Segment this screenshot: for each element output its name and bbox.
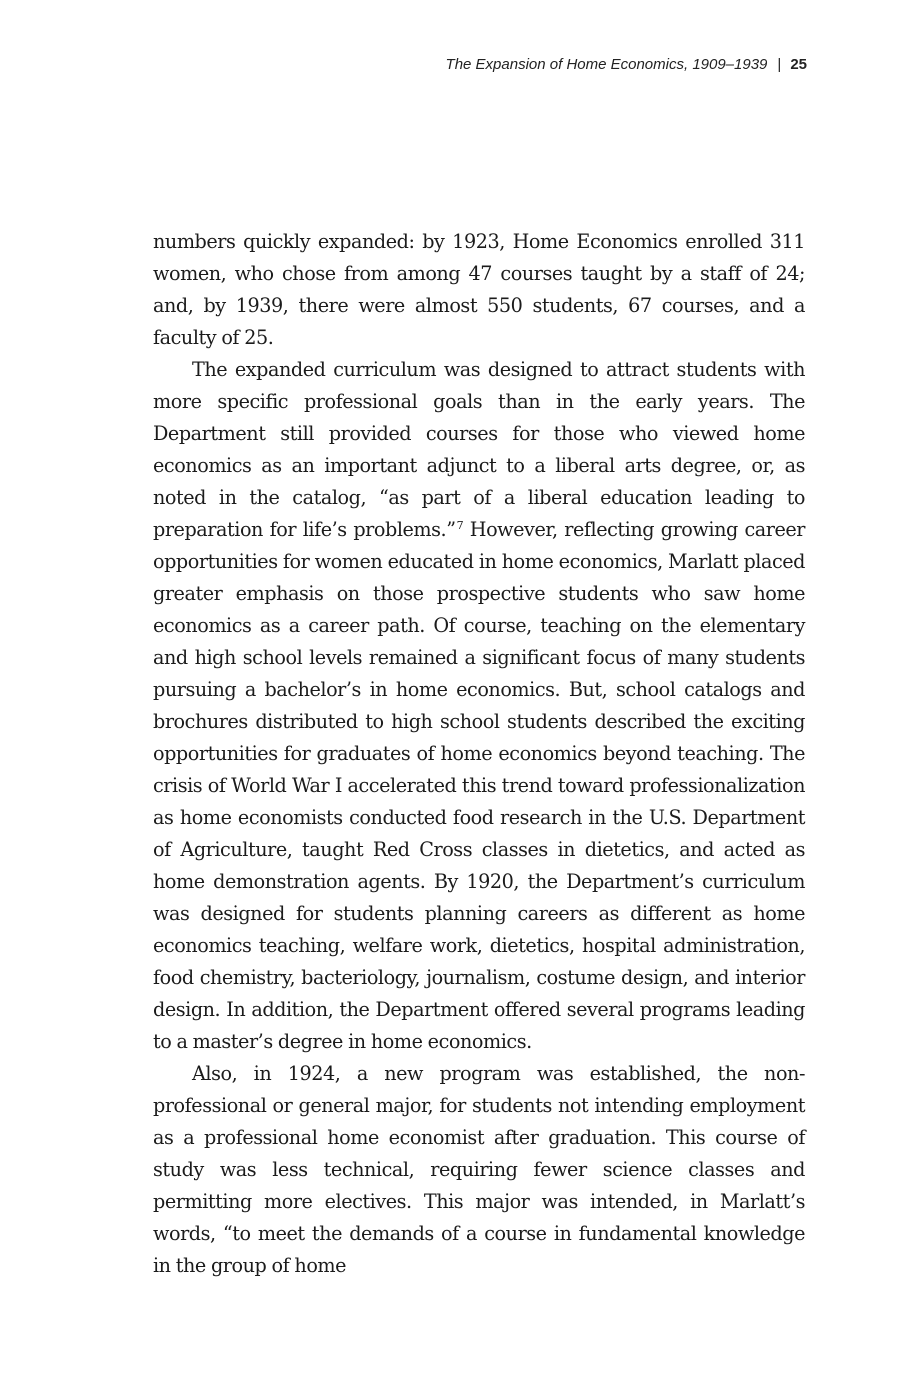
running-title: The Expansion of Home Economics, 1909–1939	[445, 56, 768, 73]
paragraph-2	[153, 354, 805, 1058]
header-separator: |	[777, 56, 782, 73]
body-text	[153, 226, 805, 1282]
page-number: 25	[790, 56, 807, 73]
running-header	[446, 55, 807, 75]
footnote-marker: 7	[456, 519, 464, 532]
paragraph-2-text-after-note: However, reflecting growing career opportunities for women educated in home economics, Marlatt placed greater emphasis on those prospective students who saw home economics as a career path. Of course, teaching on the elementary and high school levels remained a significant focus of many students pursuing a bachelor’s in home economics. But, school catalogs and brochures distributed to high school students described the exciting opportunities for graduates of home economics beyond teaching. The crisis of World War I accelerated this trend toward professionalization as home economists conducted food research in the U.S. Department of Agriculture, taught Red Cross classes in dietetics, and acted as home demonstration agents. By 1920, the Department’s curriculum was designed for students planning careers as different as home economics teaching, welfare work, dietetics, hospital administration, food chemistry, bacteriology, journalism, costume design, and interior design. In addition, the Department offered several programs leading to a master’s degree in home economics.	[153, 518, 805, 1053]
paragraph-3	[153, 1058, 805, 1282]
paragraph-2-text-before-note: The expanded curriculum was designed to attract students with more specific professional goals than in the early years. The Department still provided courses for those who viewed home economics as an important adjunct to a liberal arts degree, or, as noted in the catalog, “as part of a liberal education leading to preparation for life’s problems.”	[153, 358, 805, 541]
paragraph-1-text: numbers quickly expanded: by 1923, Home Economics enrolled 311 women, who chose from among 47 courses taught by a staff of 24; and, by 1939, there were almost 550 students, 67 courses, and a faculty of 25.	[153, 230, 805, 349]
paragraph-3-text: Also, in 1924, a new program was established, the non-professional or general major, for students not intending employment as a professional home economist after graduation. This course of study was less technical, requiring fewer science classes and permitting more electives. This major was intended, in Marlatt’s words, “to meet the demands of a course in fundamental knowledge in the group of home	[153, 1062, 805, 1277]
paragraph-1	[153, 226, 805, 354]
